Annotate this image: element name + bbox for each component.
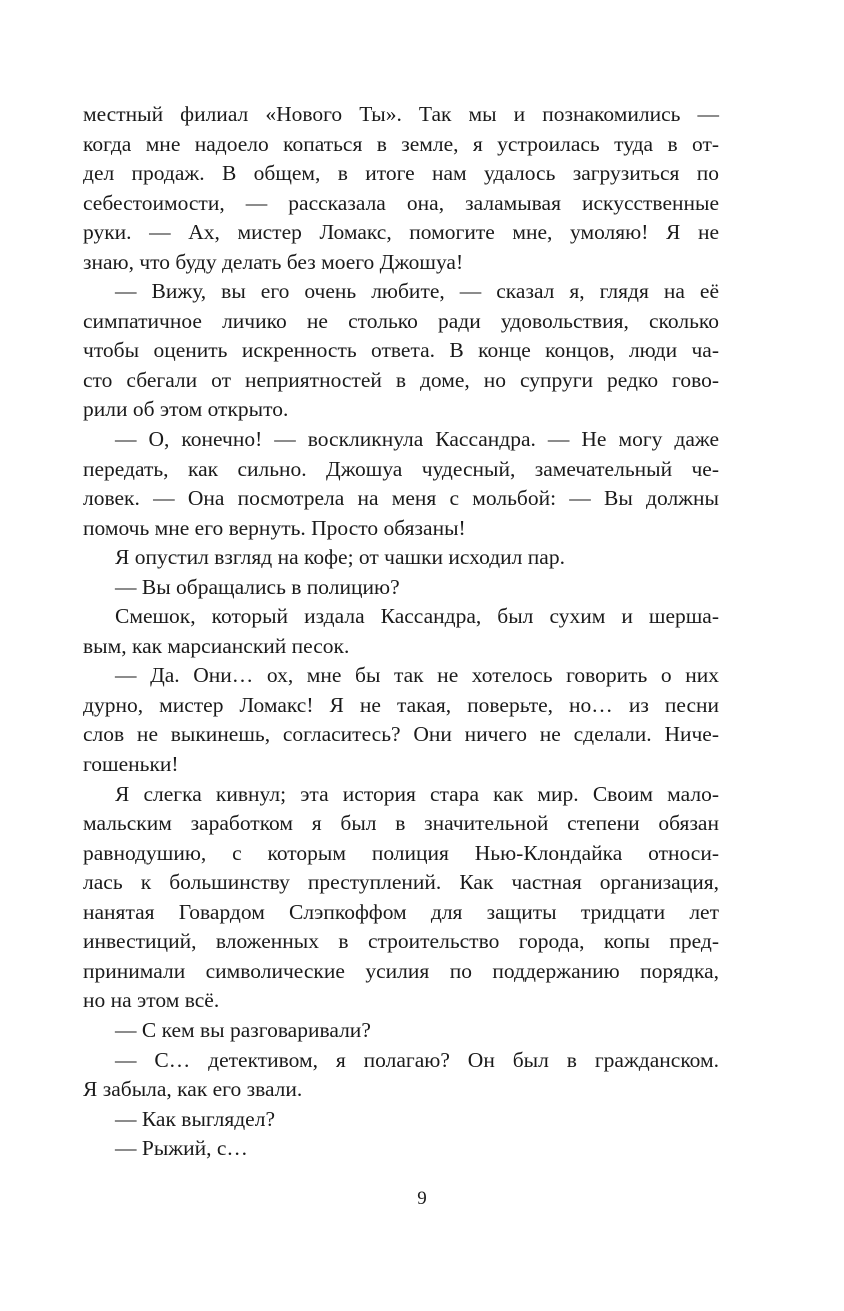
text-line: симпатичное личико не столько ради удовольствия, сколько bbox=[83, 308, 719, 333]
text-line: — Да. Они… ох, мне бы так не хотелось говорить о них bbox=[115, 663, 719, 688]
text-line: равнодушию, с которым полиция Нью-Клондайка относи- bbox=[83, 840, 719, 865]
text-line: сто сбегали от неприятностей в доме, но супруги редко гово- bbox=[83, 367, 719, 392]
text-line: руки. — Ах, мистер Ломакс, помогите мне, умоляю! Я не bbox=[83, 220, 719, 245]
text-line: принимали символические усилия по поддержанию порядка, bbox=[83, 958, 719, 983]
text-line: Я слегка кивнул; эта история стара как мир. Своим мало- bbox=[115, 781, 719, 806]
text-line: дурно, мистер Ломакс! Я не такая, поверьте, но… из песни bbox=[83, 692, 719, 717]
text-line: — Рыжий, с… bbox=[115, 1136, 248, 1161]
paragraph bbox=[83, 602, 719, 661]
text-line: — Как выглядел? bbox=[115, 1106, 275, 1131]
text-line: — Вижу, вы его очень любите, — сказал я, глядя на её bbox=[115, 279, 719, 304]
text-line: местный филиал «Нового Ты». Так мы и познакомились — bbox=[83, 102, 719, 126]
paragraph bbox=[83, 1134, 719, 1164]
text-line: дел продаж. В общем, в итоге нам удалось загрузиться по bbox=[83, 161, 719, 186]
paragraph bbox=[83, 100, 719, 277]
paragraph bbox=[83, 573, 719, 603]
paragraph bbox=[83, 1046, 719, 1105]
text-line: ловек. — Она посмотрела на меня с мольбой: — Вы должны bbox=[83, 486, 719, 511]
text-line: вым, как марсианский песок. bbox=[83, 633, 350, 658]
text-line: лась к большинству преступлений. Как частная организация, bbox=[83, 870, 719, 895]
text-line: слов не выкинешь, согласитесь? Они ничего не сделали. Ниче- bbox=[83, 722, 719, 747]
page-body bbox=[83, 100, 719, 1164]
text-line: — С… детективом, я полагаю? Он был в гражданском. bbox=[115, 1047, 719, 1072]
text-line: знаю, что буду делать без моего Джошуа! bbox=[83, 249, 464, 274]
paragraph bbox=[83, 661, 719, 779]
text-line: Я забыла, как его звали. bbox=[83, 1077, 303, 1102]
text-line: мальским заработком я был в значительной степени обязан bbox=[83, 811, 719, 836]
text-line: — С кем вы разговаривали? bbox=[115, 1017, 371, 1042]
text-line: — О, конечно! — воскликнула Кассандра. — Не могу даже bbox=[115, 427, 719, 452]
paragraph bbox=[83, 780, 719, 1016]
paragraph bbox=[83, 1016, 719, 1046]
paragraph bbox=[83, 543, 719, 573]
text-line: помочь мне его вернуть. Просто обязаны! bbox=[83, 515, 466, 540]
paragraph bbox=[83, 1105, 719, 1135]
text-line: Смешок, который издала Кассандра, был сухим и шерша- bbox=[115, 604, 719, 629]
text-line: гошеньки! bbox=[83, 752, 179, 777]
text-line: себестоимости, — рассказала она, заламывая искусственные bbox=[83, 190, 719, 215]
text-line: рили об этом открыто. bbox=[83, 397, 289, 422]
text-line: — Вы обращались в полицию? bbox=[115, 574, 400, 599]
page-number: 9 bbox=[417, 1188, 427, 1209]
text-line: передать, как сильно. Джошуа чудесный, замечательный че- bbox=[83, 456, 719, 481]
text-line: когда мне надоело копаться в земле, я устроилась туда в от- bbox=[83, 131, 719, 156]
text-line: инвестиций, вложенных в строительство города, копы пред- bbox=[83, 929, 719, 954]
text-line: Я опустил взгляд на кофе; от чашки исходил пар. bbox=[115, 545, 565, 570]
text-line: нанятая Говардом Слэпкоффом для защиты тридцати лет bbox=[83, 899, 719, 924]
paragraph bbox=[83, 277, 719, 425]
paragraph bbox=[83, 425, 719, 543]
text-line: но на этом всё. bbox=[83, 988, 220, 1013]
text-line: чтобы оценить искренность ответа. В конце концов, люди ча- bbox=[83, 338, 719, 363]
